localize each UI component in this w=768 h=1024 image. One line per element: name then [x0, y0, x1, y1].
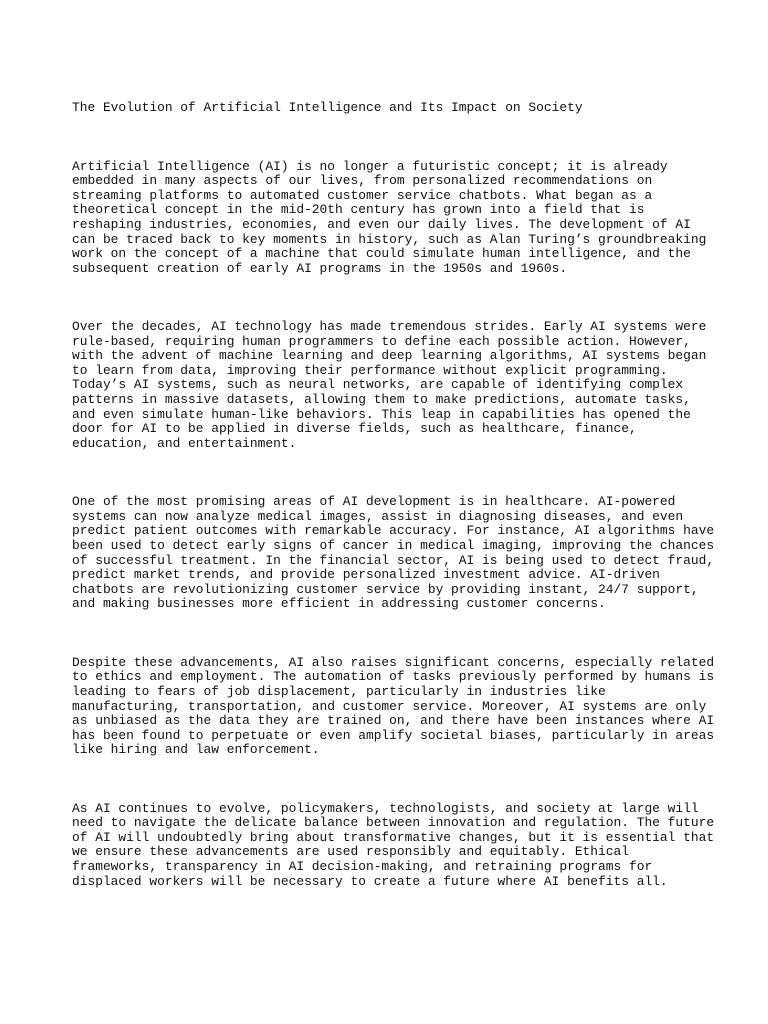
paragraph-1: Artificial Intelligence (AI) is no longer a futuristic concept; it is already embedded in many aspects of our lives, from personalized recommendations on streaming platforms to automated customer service chatbots. What began as a theoretical concept in the mid-20th century has grown into a field that is reshaping industries, economies, and even our daily lives. The development of AI can be traced back to key moments in history, such as Alan Turing’s groundbreaking work on the concept of a machine that could simulate human intelligence, and the subsequent creation of early AI programs in the 1950s and 1960s.	[72, 158, 707, 276]
paragraph-4: Despite these advancements, AI also raises significant concerns, especially related to ethics and employment. The automation of tasks previously performed by humans is leading to fears of job displacement, particularly in industries like manufacturing, transportation, and customer service. Moreover, AI systems are only as unbiased as the data they are trained on, and there have been instances where AI has been found to perpetuate or even amplify societal biases, particularly in areas like hiring and law enforcement.	[72, 654, 715, 758]
paragraph-2: Over the decades, AI technology has made tremendous strides. Early AI systems were rule-based, requiring human programmers to define each possible action. However, with the advent of machine learning and deep learning algorithms, AI systems began to learn from data, improving their performance without explicit programming. Today’s AI systems, such as neural networks, are capable of identifying complex patterns in massive datasets, allowing them to make predictions, automate tasks, and even simulate human-like behaviors. This leap in capabilities has opened the door for AI to be applied in diverse fields, such as healthcare, finance, education, and entertainment.	[72, 319, 707, 451]
document-title: The Evolution of Artificial Intelligence and Its Impact on Society	[72, 100, 583, 116]
document-page	[72, 72, 715, 918]
paragraph-5: As AI continues to evolve, policymakers, technologists, and society at large will need to navigate the delicate balance between innovation and regulation. The future of AI will undoubtedly bring about transformative changes, but it is essential that we ensure these advancements are used responsibly and equitably. Ethical frameworks, transparency in AI decision-making, and retraining programs for displaced workers will be necessary to create a future where AI benefits all.	[72, 800, 715, 889]
paragraph-3: One of the most promising areas of AI development is in healthcare. AI-powered systems can now analyze medical images, assist in diagnosing diseases, and even predict patient outcomes with remarkable accuracy. For instance, AI algorithms have been used to detect early signs of cancer in medical imaging, improving the chances of successful treatment. In the financial sector, AI is being used to detect fraud, predict market trends, and provide personalized investment advice. AI-driven chatbots are revolutionizing customer service by providing instant, 24/7 support, and making businesses more efficient in addressing customer concerns.	[72, 494, 715, 612]
